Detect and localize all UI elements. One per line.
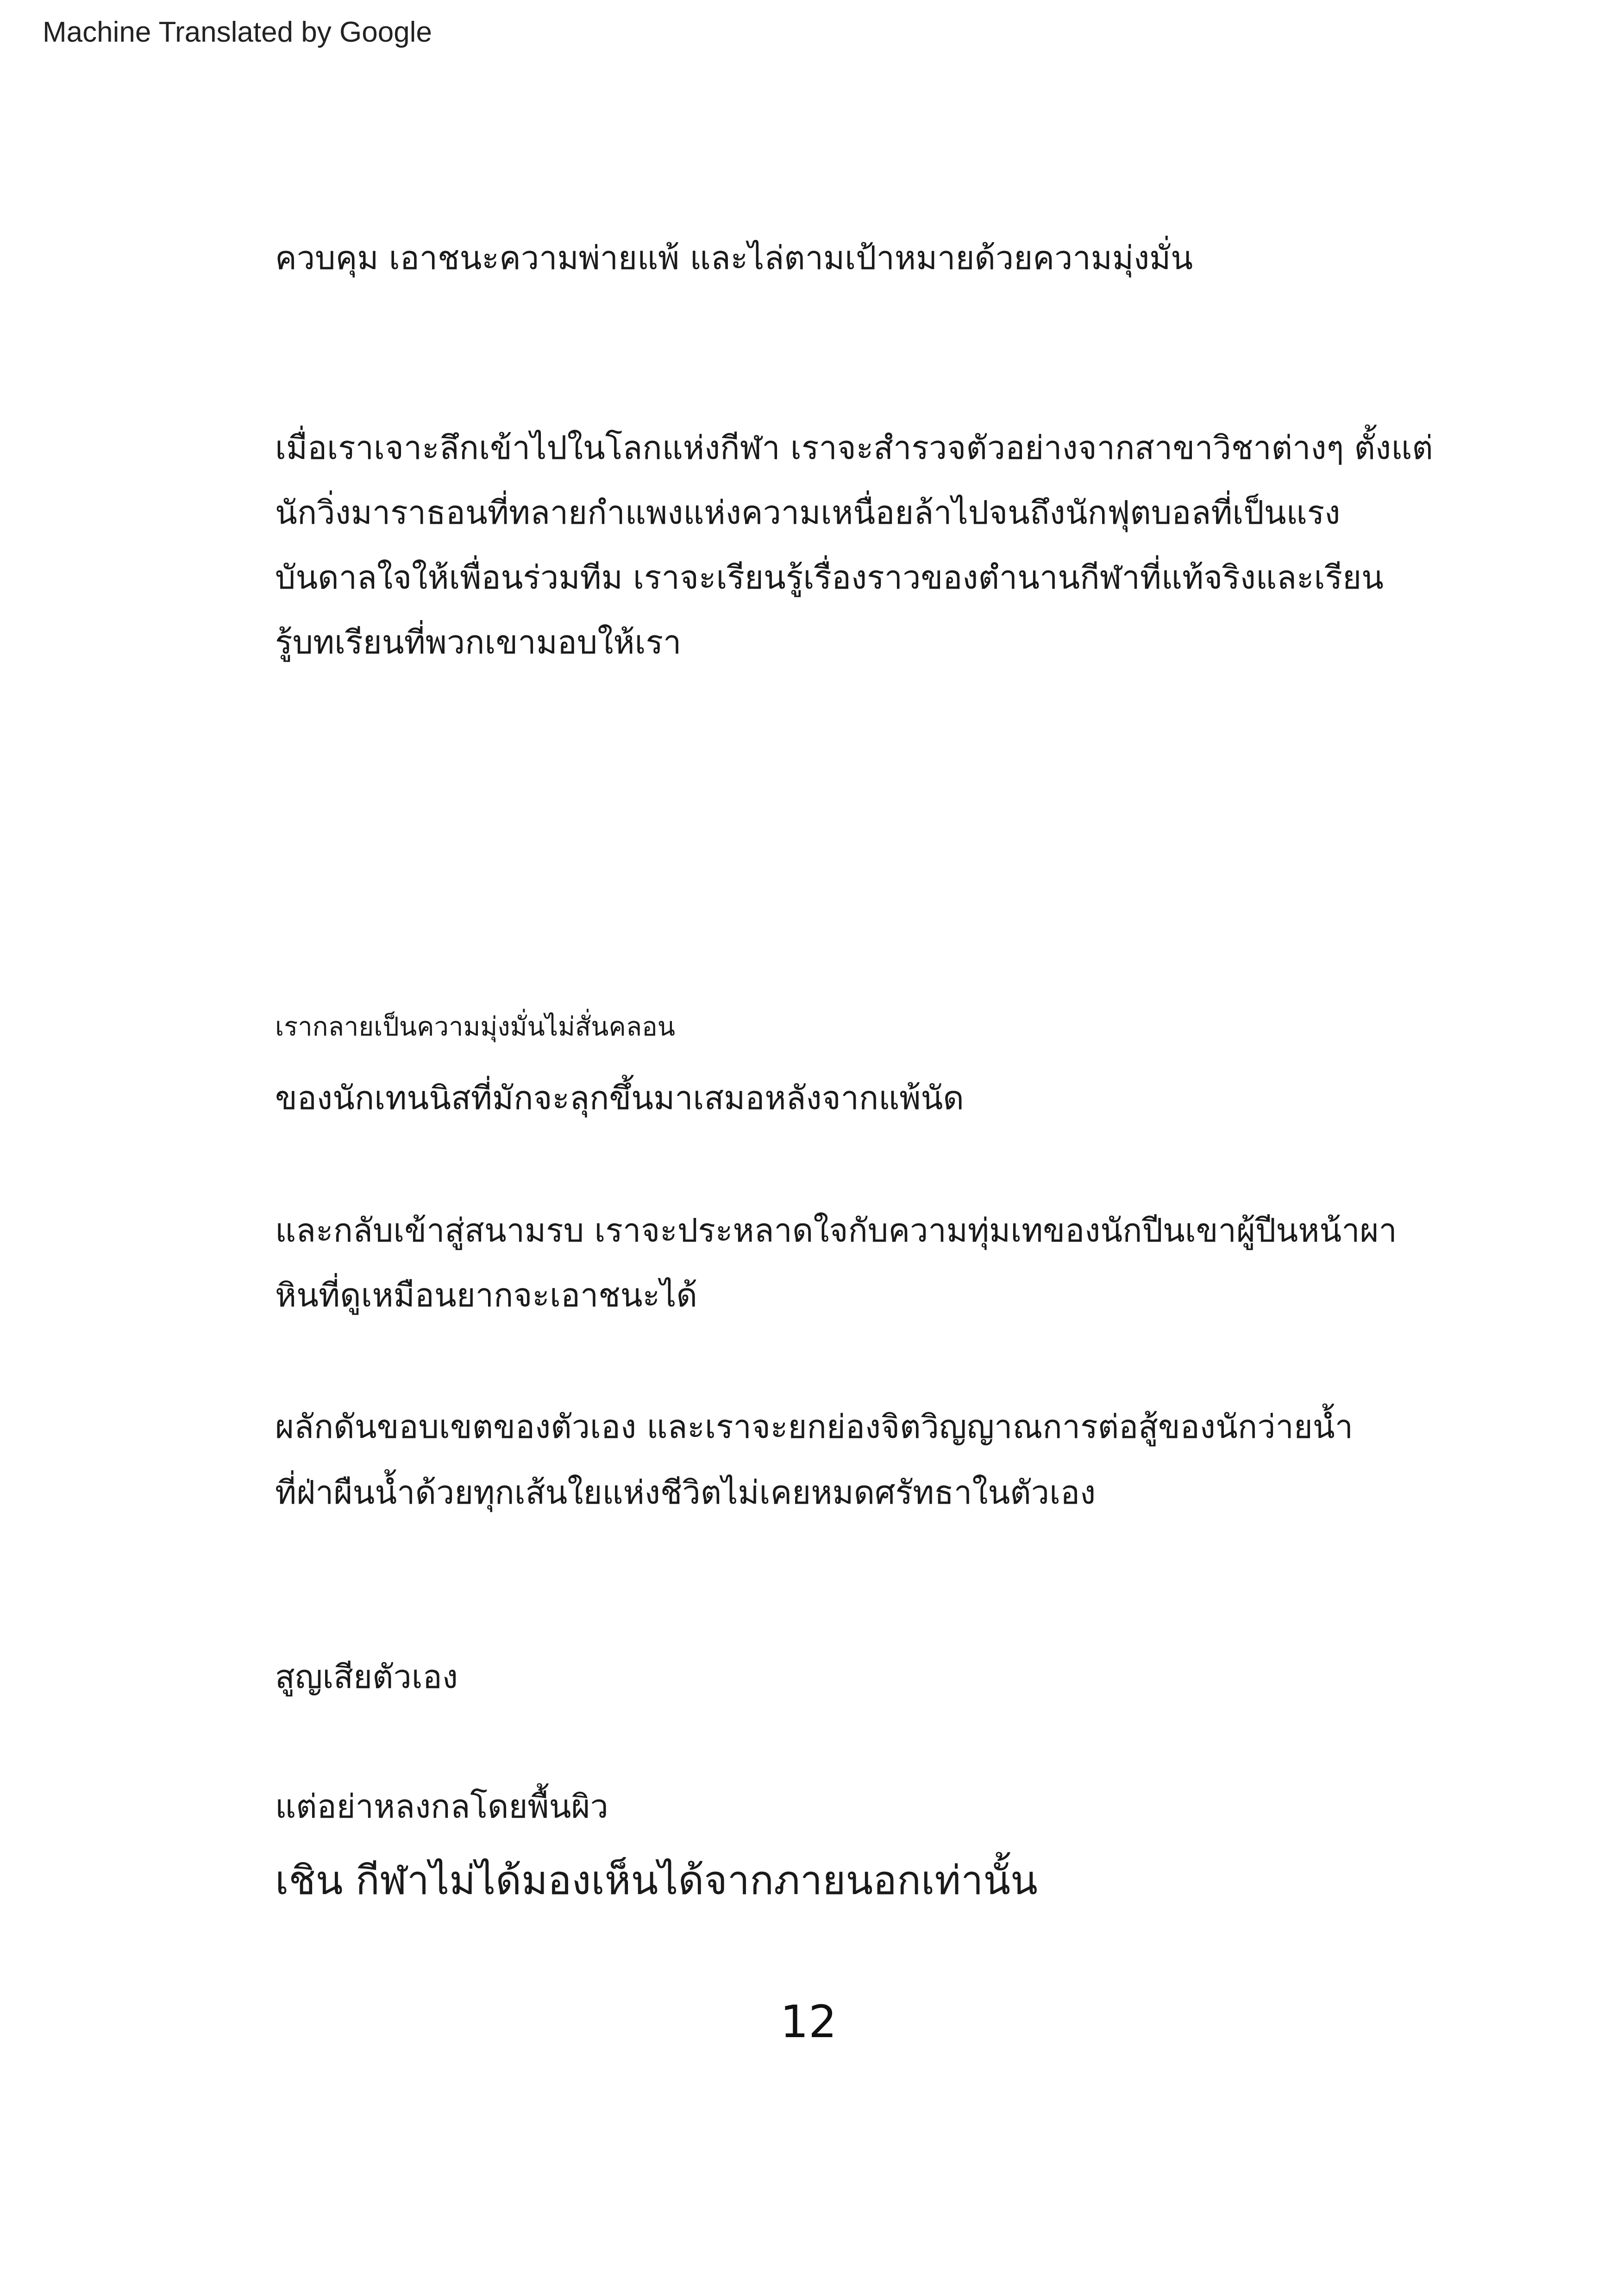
page-number: 12 [780,1996,837,2048]
paragraph-1-line-2: นักวิ่งมาราธอนที่ทลายกำแพงแห่งความเหนื่อยล้าไปจนถึงนักฟุตบอลที่เป็นแรง [275,494,1341,532]
large-statement-line: เชิน กีฬาไม่ได้มองเห็นได้จากภายนอกเท่านั้น [275,1857,1038,1904]
paragraph-1-line-1: เมื่อเราเจาะลึกเข้าไปในโลกแห่งกีฬา เราจะสำรวจตัวอย่างจากสาขาวิชาต่างๆ ตั้งแต่ [275,429,1433,467]
lose-yourself-line: สูญเสียตัวเอง [275,1658,458,1696]
small-heading-line: เรากลายเป็นความมุ่งมั่นไม่สั่นคลอน [275,1012,676,1042]
machine-translation-note: Machine Translated by Google [43,16,432,48]
surface-line: แต่อย่าหลงกลโดยพื้นผิว [275,1788,608,1826]
tennis-line: ของนักเทนนิสที่มักจะลุกขึ้นมาเสมอหลังจากแพ้นัด [275,1079,964,1117]
climbing-paragraph-line-2: หินที่ดูเหมือนยากจะเอาชนะได้ [275,1276,697,1314]
paragraph-1-line-4: รู้บทเรียนที่พวกเขามอบให้เรา [275,623,682,661]
paragraph-1-line-3: บันดาลใจให้เพื่อนร่วมทีม เราจะเรียนรู้เรื่องราวของตำนานกีฬาที่แท้จริงและเรียน [275,558,1384,596]
swimming-paragraph-line-1: ผลักดันขอบเขตของตัวเอง และเราจะยกย่องจิตวิญญาณการต่อสู้ของนักว่ายน้ำ [275,1408,1354,1446]
climbing-paragraph-line-1: และกลับเข้าสู่สนามรบ เราจะประหลาดใจกับความทุ่มเทของนักปีนเขาผู้ปีนหน้าผา [275,1211,1397,1249]
swimming-paragraph-line-2: ที่ฝ่าผืนน้ำด้วยทุกเส้นใยแห่งชีวิตไม่เคยหมดศรัทธาในตัวเอง [275,1474,1096,1512]
intro-line: ควบคุม เอาชนะความพ่ายแพ้ และไล่ตามเป้าหมายด้วยความมุ่งมั่น [275,239,1193,277]
